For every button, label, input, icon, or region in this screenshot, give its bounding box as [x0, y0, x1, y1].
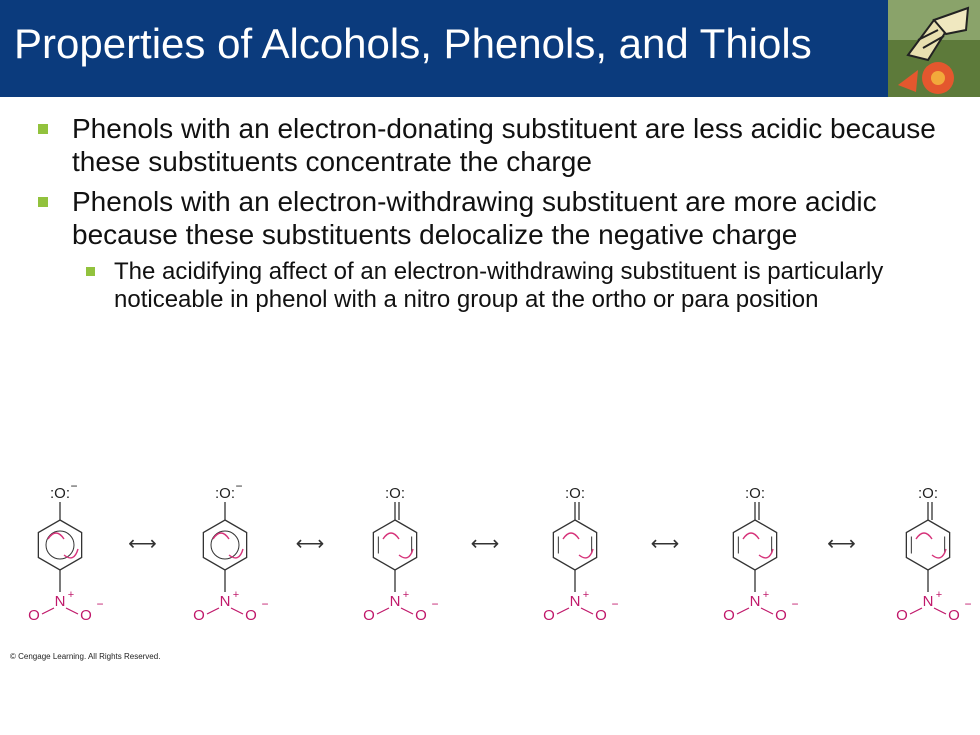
nitrogen-atom-label: N	[569, 593, 581, 610]
charge-label: +	[762, 589, 770, 601]
resonance-arrow: ⟷	[827, 533, 856, 555]
nitro-oxygen-label: O	[595, 607, 607, 624]
butterfly-logo	[888, 0, 980, 97]
electron-arrow	[48, 533, 64, 539]
nitrogen-atom-label: N	[54, 593, 66, 610]
electron-arrow	[399, 549, 413, 558]
bullet-list	[36, 112, 956, 314]
nitro-double-bond	[207, 608, 219, 614]
nitrogen-atom-label: N	[922, 593, 934, 610]
charge-label: +	[402, 589, 410, 601]
nitro-double-bond	[557, 608, 569, 614]
nitro-oxygen-label: O	[543, 607, 555, 624]
nitrogen-atom-label: N	[749, 593, 761, 610]
nitro-double-bond	[42, 608, 54, 614]
nitro-double-bond	[377, 608, 389, 614]
bullet-marker	[38, 197, 48, 207]
oxygen-atom-label: :O:	[214, 485, 236, 502]
benzene-ring	[906, 520, 949, 570]
charge-label: −	[431, 597, 439, 611]
nitro-oxygen-label: O	[193, 607, 205, 624]
electron-arrow	[743, 533, 759, 539]
nitrogen-atom-label: N	[219, 593, 231, 610]
bullet-marker	[38, 124, 48, 134]
resonance-structures-diagram	[0, 460, 980, 670]
charge-label: −	[70, 479, 78, 493]
sub-bullet-item	[80, 258, 956, 314]
benzene-ring	[203, 520, 246, 570]
nitro-oxygen-label: O	[896, 607, 908, 624]
electron-arrow	[213, 533, 229, 539]
bullet-item	[36, 112, 956, 178]
nitro-oxygen-label: O	[80, 607, 92, 624]
oxygen-atom-label: :O:	[917, 485, 939, 502]
charge-label: +	[935, 589, 943, 601]
resonance-arrow: ⟷	[128, 533, 157, 555]
electron-arrow	[932, 549, 946, 558]
charge-label: −	[235, 479, 243, 493]
bullet-text: Phenols with an electron-donating substituent are less acidic because these substituents concentrate the charge	[72, 113, 936, 177]
charge-label: −	[964, 597, 972, 611]
nitro-oxygen-label: O	[723, 607, 735, 624]
nitro-oxygen-label: O	[28, 607, 40, 624]
nitrogen-atom-label: N	[389, 593, 401, 610]
nitro-bond	[581, 608, 593, 614]
oxygen-atom-label: :O:	[744, 485, 766, 502]
oxygen-atom-label: :O:	[49, 485, 71, 502]
charge-label: +	[582, 589, 590, 601]
bullet-text: Phenols with an electron-withdrawing substituent are more acidic because these substituents delocalize the negative charge	[72, 186, 877, 250]
sub-bullet-text: The acidifying affect of an electron-withdrawing substituent is particularly noticeable in phenol with a nitro group at the ortho or para position	[114, 258, 884, 313]
resonance-arrow: ⟷	[650, 533, 680, 555]
bullet-marker	[86, 267, 95, 276]
benzene-ring	[38, 520, 81, 570]
electron-arrow	[563, 533, 579, 539]
charge-label: −	[261, 597, 269, 611]
electron-arrow	[383, 533, 399, 539]
electron-arrow	[759, 549, 773, 558]
benzene-ring	[553, 520, 596, 570]
charge-label: +	[232, 589, 240, 601]
charge-label: +	[67, 589, 75, 601]
nitro-oxygen-label: O	[948, 607, 960, 624]
title-bar	[0, 0, 980, 97]
nitro-bond	[231, 608, 243, 614]
nitro-oxygen-label: O	[245, 607, 257, 624]
copyright-notice: © Cengage Learning. All Rights Reserved.	[10, 652, 161, 661]
nitro-double-bond	[910, 608, 922, 614]
charge-label: −	[791, 597, 799, 611]
oxygen-atom-label: :O:	[384, 485, 406, 502]
nitro-bond	[934, 608, 946, 614]
nitro-bond	[401, 608, 413, 614]
nitro-oxygen-label: O	[415, 607, 427, 624]
nitro-oxygen-label: O	[363, 607, 375, 624]
charge-label: −	[611, 597, 619, 611]
resonance-arrow: ⟷	[470, 533, 500, 555]
nitro-oxygen-label: O	[775, 607, 787, 624]
oxygen-atom-label: :O:	[564, 485, 586, 502]
benzene-ring	[373, 520, 416, 570]
electron-arrow	[916, 533, 932, 539]
nitro-double-bond	[737, 608, 749, 614]
charge-label: −	[96, 597, 104, 611]
slide-title: Properties of Alcohols, Phenols, and Thiols	[14, 20, 812, 67]
nitro-bond	[66, 608, 78, 614]
benzene-ring	[733, 520, 776, 570]
electron-arrow	[579, 549, 593, 558]
nitro-bond	[761, 608, 773, 614]
resonance-arrow: ⟷	[295, 533, 325, 555]
bullet-item	[36, 185, 956, 251]
